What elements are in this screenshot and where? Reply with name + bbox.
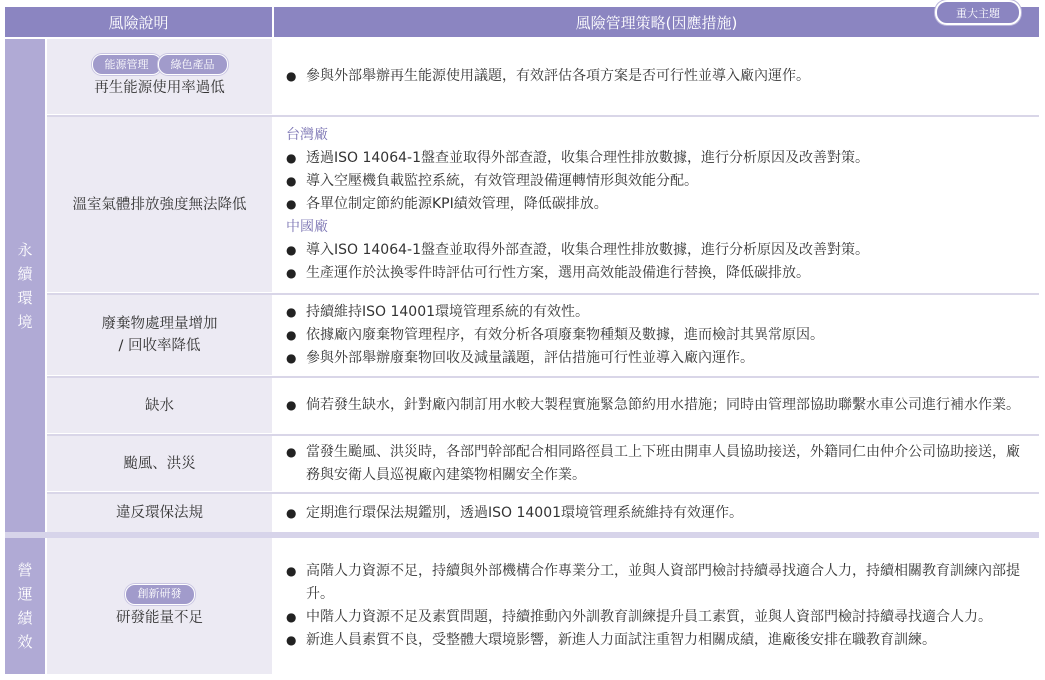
tag-green-products: 綠色產品 <box>158 54 228 75</box>
band-char: 績 <box>17 609 33 627</box>
risk-label-line1: 廢棄物處理量增加 <box>101 316 218 332</box>
strategy-item: ● 依據廠內廢棄物管理程序，有效分析各項廢棄物種類及數據，進而檢討其異常原因。 <box>286 324 1031 347</box>
risk-ghg-emission <box>47 117 272 292</box>
strategy-item: ● 參與外部舉辦廢棄物回收及減量議題，評估措施可行性並導入廠內運作。 <box>286 347 1031 370</box>
risk-typhoon-flood <box>47 436 272 491</box>
strategy-item: ● 定期進行環保法規鑑別，透過ISO 14001環境管理系統維持有效運作。 <box>286 502 1031 525</box>
strategy-ghg-emission <box>274 117 1039 292</box>
header-risk-strategy: 風險管理策略(因應措施) <box>274 7 1039 37</box>
risk-label: 研發能量不足 <box>116 609 203 626</box>
band-char: 境 <box>17 312 33 331</box>
header-risk-description: 風險說明 <box>5 7 272 37</box>
subgroup-label-taiwan: 台灣廠 <box>286 127 328 143</box>
risk-label: 違反環保法規 <box>116 505 203 521</box>
strategy-waste <box>274 295 1039 375</box>
strategy-item: ● 當發生颱風、洪災時，各部門幹部配合相同路徑員工上下班由開車人員協助接送，外籍同仁由仲介公司協助接送，廠務與安衛人員巡視廠內建築物相關安全作業。 <box>286 441 1031 487</box>
risk-label-line2: / 回收率降低 <box>118 338 201 354</box>
band-char: 營 <box>17 561 33 579</box>
risk-waste <box>47 295 272 375</box>
strategy-item: ● 中階人力資源不足及素質問題，持續推動內外訓教育訓練提升員工素質，並與人資部門檢討持續尋找適合人力。 <box>286 606 1031 629</box>
risk-label: 颱風、洪災 <box>123 455 196 472</box>
strategy-item: ● 高階人力資源不足，持續與外部機構合作專業分工，並與人資部門檢討持續尋找適合人力，持續相關教育訓練內部提升。 <box>286 560 1031 606</box>
section-band-operational-performance <box>5 538 45 674</box>
strategy-item: ● 透過ISO 14064-1盤查並取得外部查證，收集合理性排放數據，進行分析原因及改善對策。 <box>286 147 1031 170</box>
tag-energy-management: 能源管理 <box>92 54 162 75</box>
section-band-sustainable-environment <box>5 39 45 532</box>
strategy-item: ● 參與外部舉辦再生能源使用議題，有效評估各項方案是否可行性並導入廠內運作。 <box>286 65 1031 88</box>
risk-label: 缺水 <box>145 397 174 414</box>
risk-environmental-regulation <box>47 494 272 532</box>
strategy-item: ● 持續維持ISO 14001環境管理系統的有效性。 <box>286 301 1031 324</box>
band-char: 效 <box>17 633 33 651</box>
strategy-item: ● 導入空壓機負載監控系統，有效管理設備運轉情形與效能分配。 <box>286 170 1031 193</box>
strategy-environmental-regulation <box>274 494 1039 532</box>
band-char: 環 <box>17 288 33 307</box>
risk-rd-capacity <box>47 538 272 674</box>
tag-innovation-rd: 創新研發 <box>125 584 195 605</box>
strategy-item: ● 生產運作於汰換零件時評估可行性方案，選用高效能設備進行替換，降低碳排放。 <box>286 262 1031 285</box>
risk-label: 溫室氣體排放強度無法降低 <box>72 196 247 213</box>
band-char: 續 <box>17 264 33 283</box>
strategy-renewable-energy <box>274 39 1039 114</box>
strategy-item: ● 倘若發生缺水，針對廠內制訂用水較大製程實施緊急節約用水措施；同時由管理部協助聯繫水車公司進行補水作業。 <box>286 394 1031 417</box>
strategy-item: ● 新進人員素質不良，受整體大環境影響，新進人力面試注重智力相關成績，進廠後安排在職教育訓練。 <box>286 629 1031 652</box>
strategy-rd-capacity <box>274 538 1039 674</box>
strategy-item: ● 導入ISO 14064-1盤查並取得外部查證，收集合理性排放數據，進行分析原因及改善對策。 <box>286 239 1031 262</box>
strategy-item: ● 各單位制定節約能源KPI績效管理，降低碳排放。 <box>286 193 1031 216</box>
risk-label: 再生能源使用率過低 <box>94 80 225 96</box>
band-char: 永 <box>17 240 33 259</box>
subgroup-label-china: 中國廠 <box>286 219 328 235</box>
risk-renewable-energy <box>47 39 272 114</box>
material-topic-badge: 重大主題 <box>935 0 1021 25</box>
strategy-water-shortage <box>274 378 1039 433</box>
strategy-typhoon-flood <box>274 436 1039 491</box>
band-char: 運 <box>17 585 33 603</box>
risk-water-shortage <box>47 378 272 433</box>
